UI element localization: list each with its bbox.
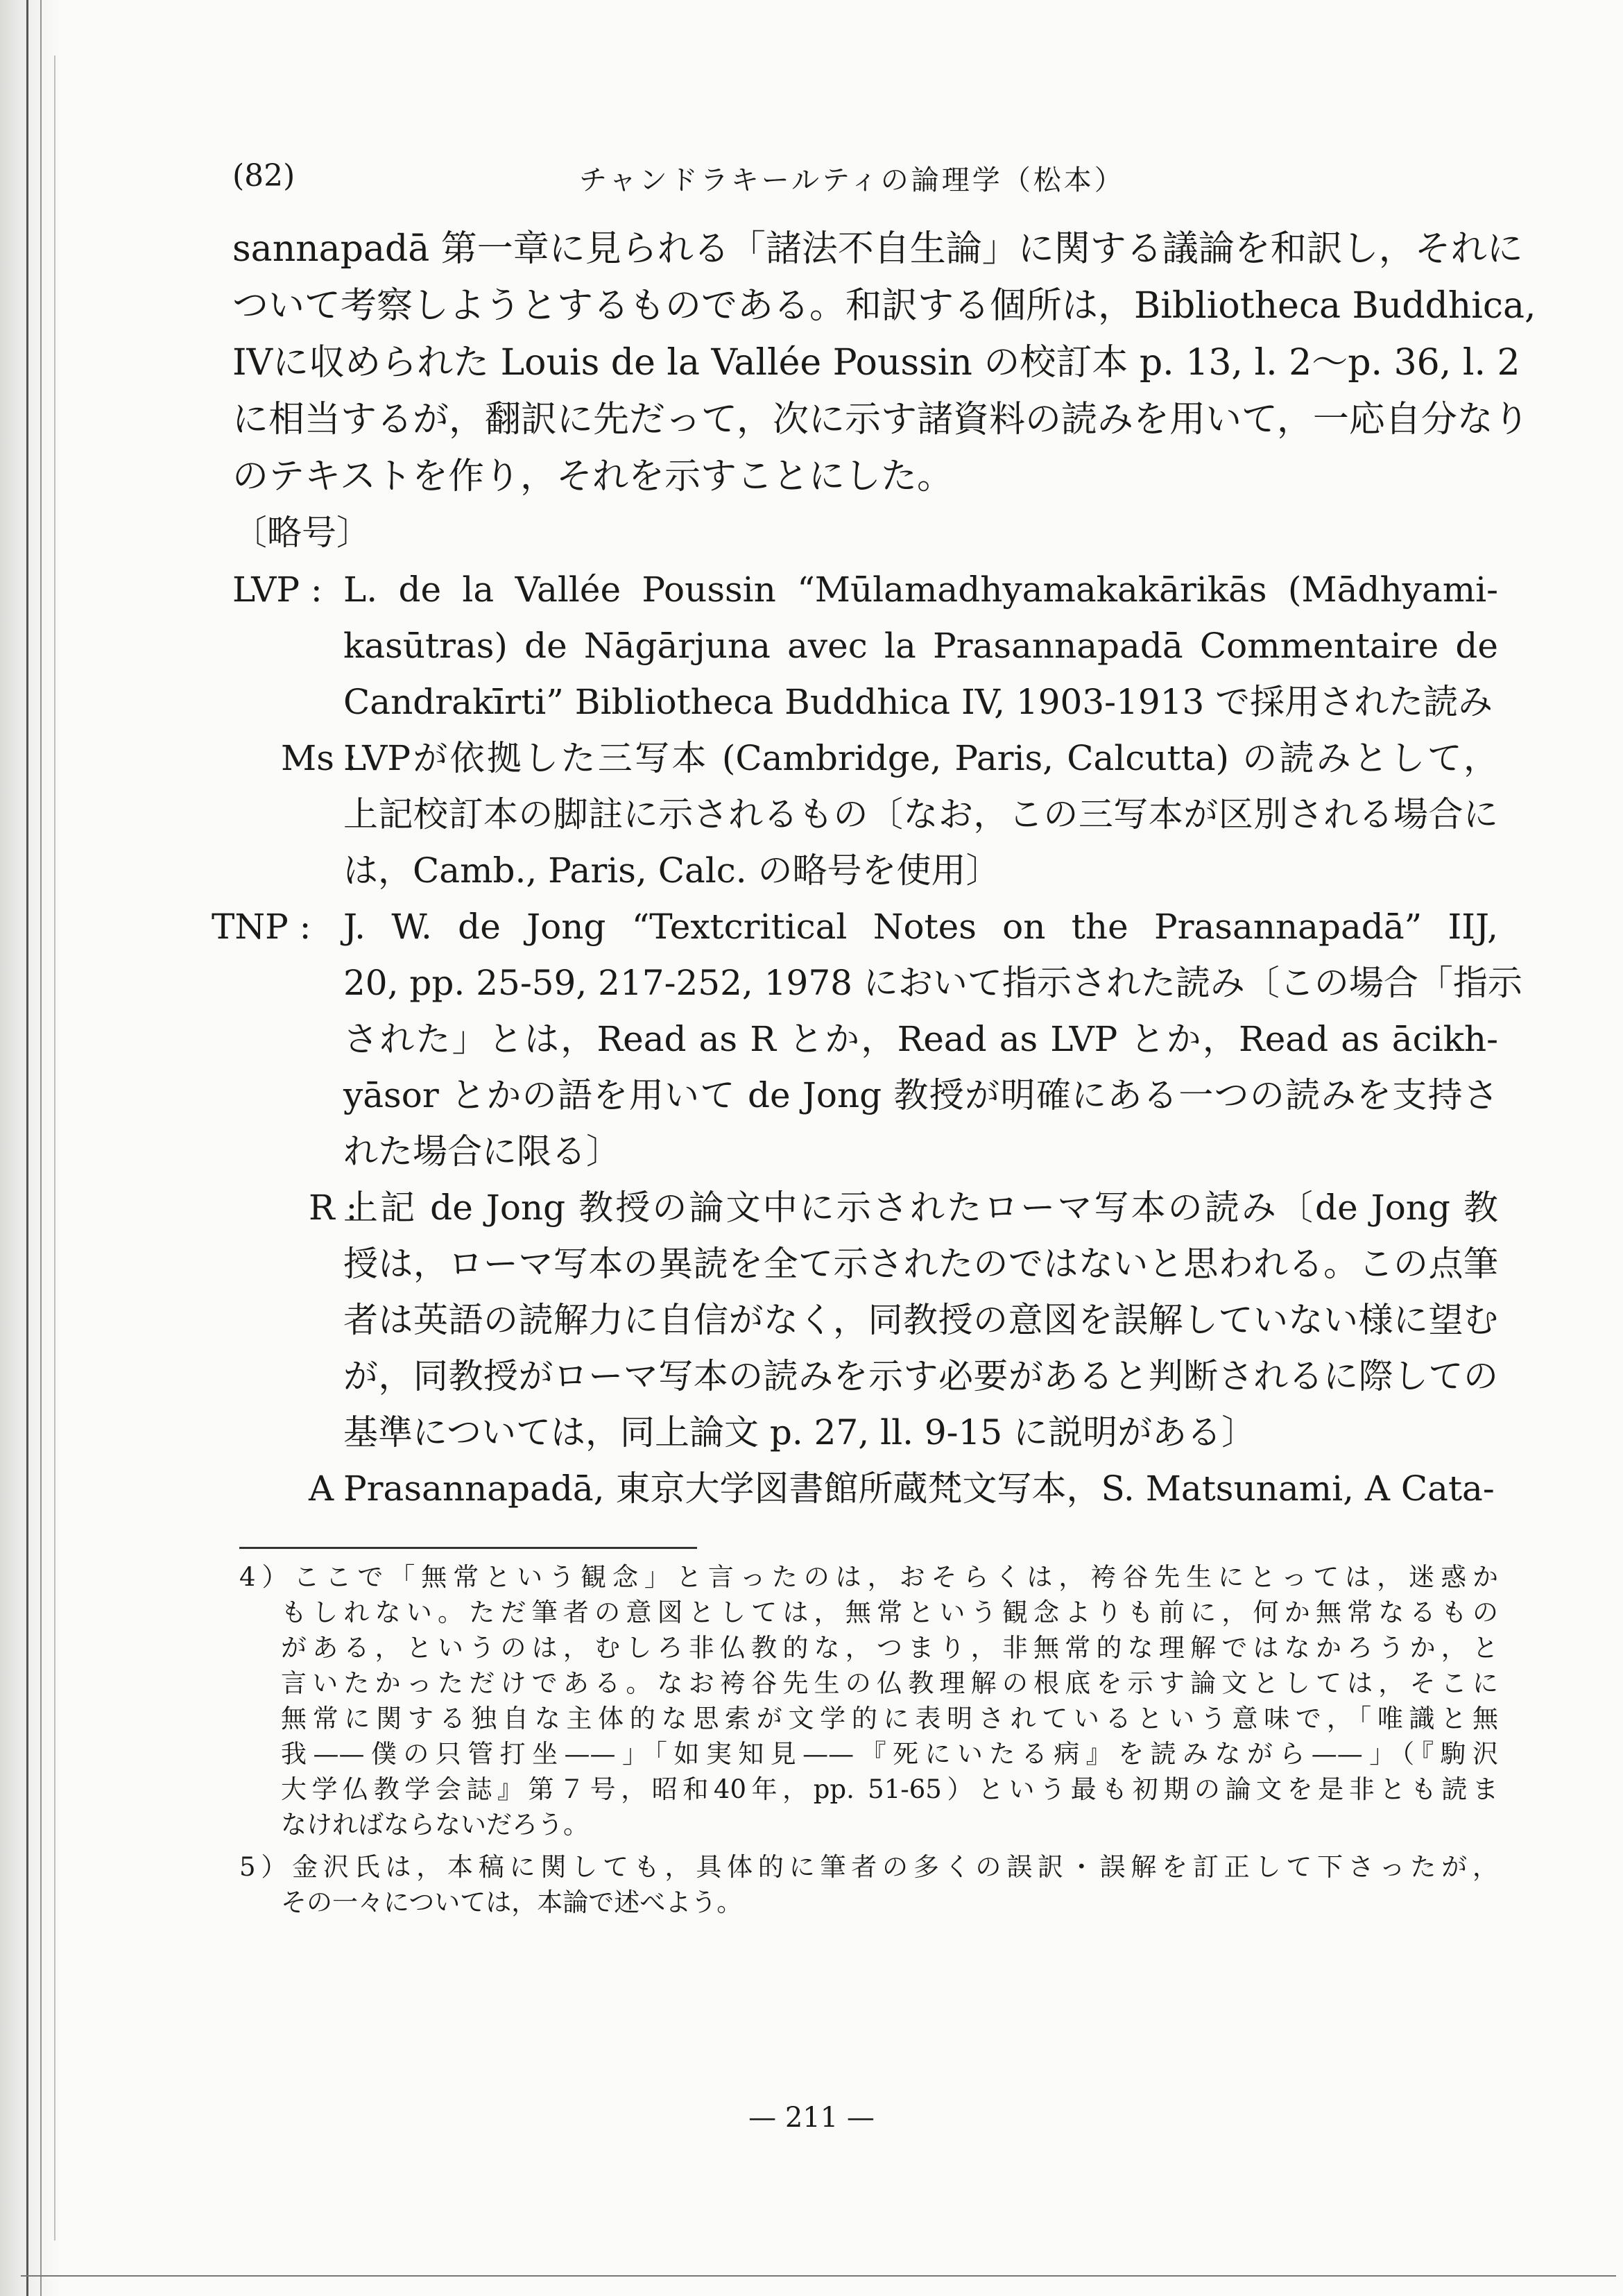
- bottom-rule: [21, 2275, 1616, 2277]
- entry-line: Candrakīrti” Bibliotheca Buddhica IV, 1903-1913 で採用された読み: [343, 682, 1493, 722]
- intro-paragraph: [232, 221, 1536, 505]
- entry-code: Ms :: [281, 738, 357, 778]
- entry-line: 上記校訂本の脚註に示されるもの〔なお，この三写本が区別される場合に: [343, 794, 1498, 834]
- entry-line: L. de la Vallée Poussin “Mūlamadhyamakakārikās (Mādhyami-: [343, 569, 1498, 610]
- footnote-4: [239, 1559, 1498, 1842]
- page-footer-number: — 211 —: [748, 2102, 875, 2134]
- entry-line: kasūtras) de Nāgārjuna avec la Prasannapadā Commentaire de: [343, 626, 1498, 666]
- abbreviation-entry-ms: [232, 730, 1498, 899]
- entry-line: Prasannapadā, 東京大学図書館所蔵梵文写本，S. Matsunami, A Cata-: [343, 1468, 1495, 1509]
- footnote-line: 大学仏教学会誌』第７号，昭和40年，pp. 51-65）という最も初期の論文を是非とも読ま: [281, 1774, 1498, 1804]
- footnote-line: がある，というのは，むしろ非仏教的な，つまり，非無常的な理解ではなかろうか，と: [281, 1633, 1498, 1663]
- entry-line: 者は英語の読解力に自信がなく，同教授の意図を誤解していない様に望む: [343, 1300, 1498, 1340]
- running-header: [232, 158, 1502, 207]
- footnote-line: 我——僕の只管打坐——」「如実知見——『死にいたる病』を読みながら——」（『駒沢: [281, 1739, 1498, 1769]
- footnote-line: もしれない。ただ筆者の意図としては，無常という観念よりも前に，何か無常なるもの: [281, 1597, 1498, 1627]
- abbreviation-entry-a: [232, 1461, 1498, 1517]
- entry-line: は，Camb., Paris, Calc. の略号を使用〕: [343, 850, 1001, 891]
- entry-code: A :: [309, 1468, 357, 1509]
- footnote-line: 言いたかっただけである。なお袴谷先生の仏教理解の根底を示す論文としては，そこに: [281, 1668, 1498, 1698]
- entry-code: LVP :: [232, 569, 323, 610]
- entry-line: 20, pp. 25-59, 217-252, 1978 において指示された読み〔この場合「指示: [343, 963, 1522, 1003]
- entry-line: 上記 de Jong 教授の論文中に示されたローマ写本の読み〔de Jong 教: [343, 1188, 1498, 1228]
- footnote-line: 無常に関する独自な主体的な思索が文学的に表明されているという意味で，「唯識と無: [281, 1704, 1498, 1733]
- page-number: (82): [232, 158, 295, 194]
- abbreviations-heading: 〔略号〕: [232, 513, 371, 553]
- abbreviation-entry-r: [232, 1180, 1498, 1461]
- footnotes: [239, 1559, 1498, 1920]
- footnote-5: [239, 1849, 1498, 1920]
- footnote-rule: [239, 1547, 697, 1549]
- abbreviation-entry-lvp: [232, 562, 1498, 730]
- entry-line: れた場合に限る〕: [343, 1131, 621, 1172]
- footnote-line: その一々については，本論で述べよう。: [281, 1887, 743, 1917]
- intro-line: ついて考察しようとするものである。和訳する個所は，Bibliotheca Buddhica,: [232, 285, 1536, 327]
- intro-line: IVに収められた Louis de la Vallée Poussin の校訂本 p. 13, l. 2〜p. 36, l. 2: [232, 342, 1520, 384]
- entry-line: 授は，ローマ写本の異読を全て示されたのではないと思われる。この点筆: [343, 1244, 1498, 1284]
- entry-line: yāsor とかの語を用いて de Jong 教授が明確にある一つの読みを支持さ: [343, 1075, 1498, 1115]
- intro-line: sannapadā 第一章に見られる「諸法不自生論」に関する議論を和訳し，それに: [232, 228, 1523, 270]
- entry-line: が，同教授がローマ写本の読みを示す必要があると判断されるに際しての: [343, 1356, 1498, 1396]
- entry-code: R :: [309, 1188, 358, 1228]
- intro-line: に相当するが，翻訳に先だって，次に示す諸資料の読みを用いて，一応自分なり: [232, 399, 1529, 440]
- entry-line: された」とは，Read as R とか，Read as LVP とか，Read as ācikh-: [343, 1019, 1498, 1059]
- entry-line: 基準については，同上論文 p. 27, ll. 9-15 に説明がある〕: [343, 1412, 1257, 1453]
- footnote-line: 5）金沢氏は，本稿に関しても，具体的に筆者の多くの誤訳・誤解を訂正して下さったが，: [239, 1852, 1498, 1882]
- abbreviation-list: [212, 562, 1522, 1517]
- entry-line: J. W. de Jong “Textcritical Notes on the Prasannapadā” IIJ,: [343, 907, 1498, 947]
- header-title: チャンドラキールティの論理学（松本）: [579, 164, 1125, 196]
- entry-line: LVPが依拠した三写本 (Cambridge, Paris, Calcutta) の読みとして，: [343, 738, 1498, 778]
- abbreviation-entry-tnp: [212, 899, 1522, 1180]
- intro-line: のテキストを作り，それを示すことにした。: [232, 456, 953, 497]
- footnote-line: なければならないだろう。: [281, 1810, 589, 1840]
- footnote-line: 4）ここで「無常という観念」と言ったのは，おそらくは，袴谷先生にとっては，迷惑か: [239, 1562, 1498, 1592]
- entry-code: TNP :: [212, 907, 311, 947]
